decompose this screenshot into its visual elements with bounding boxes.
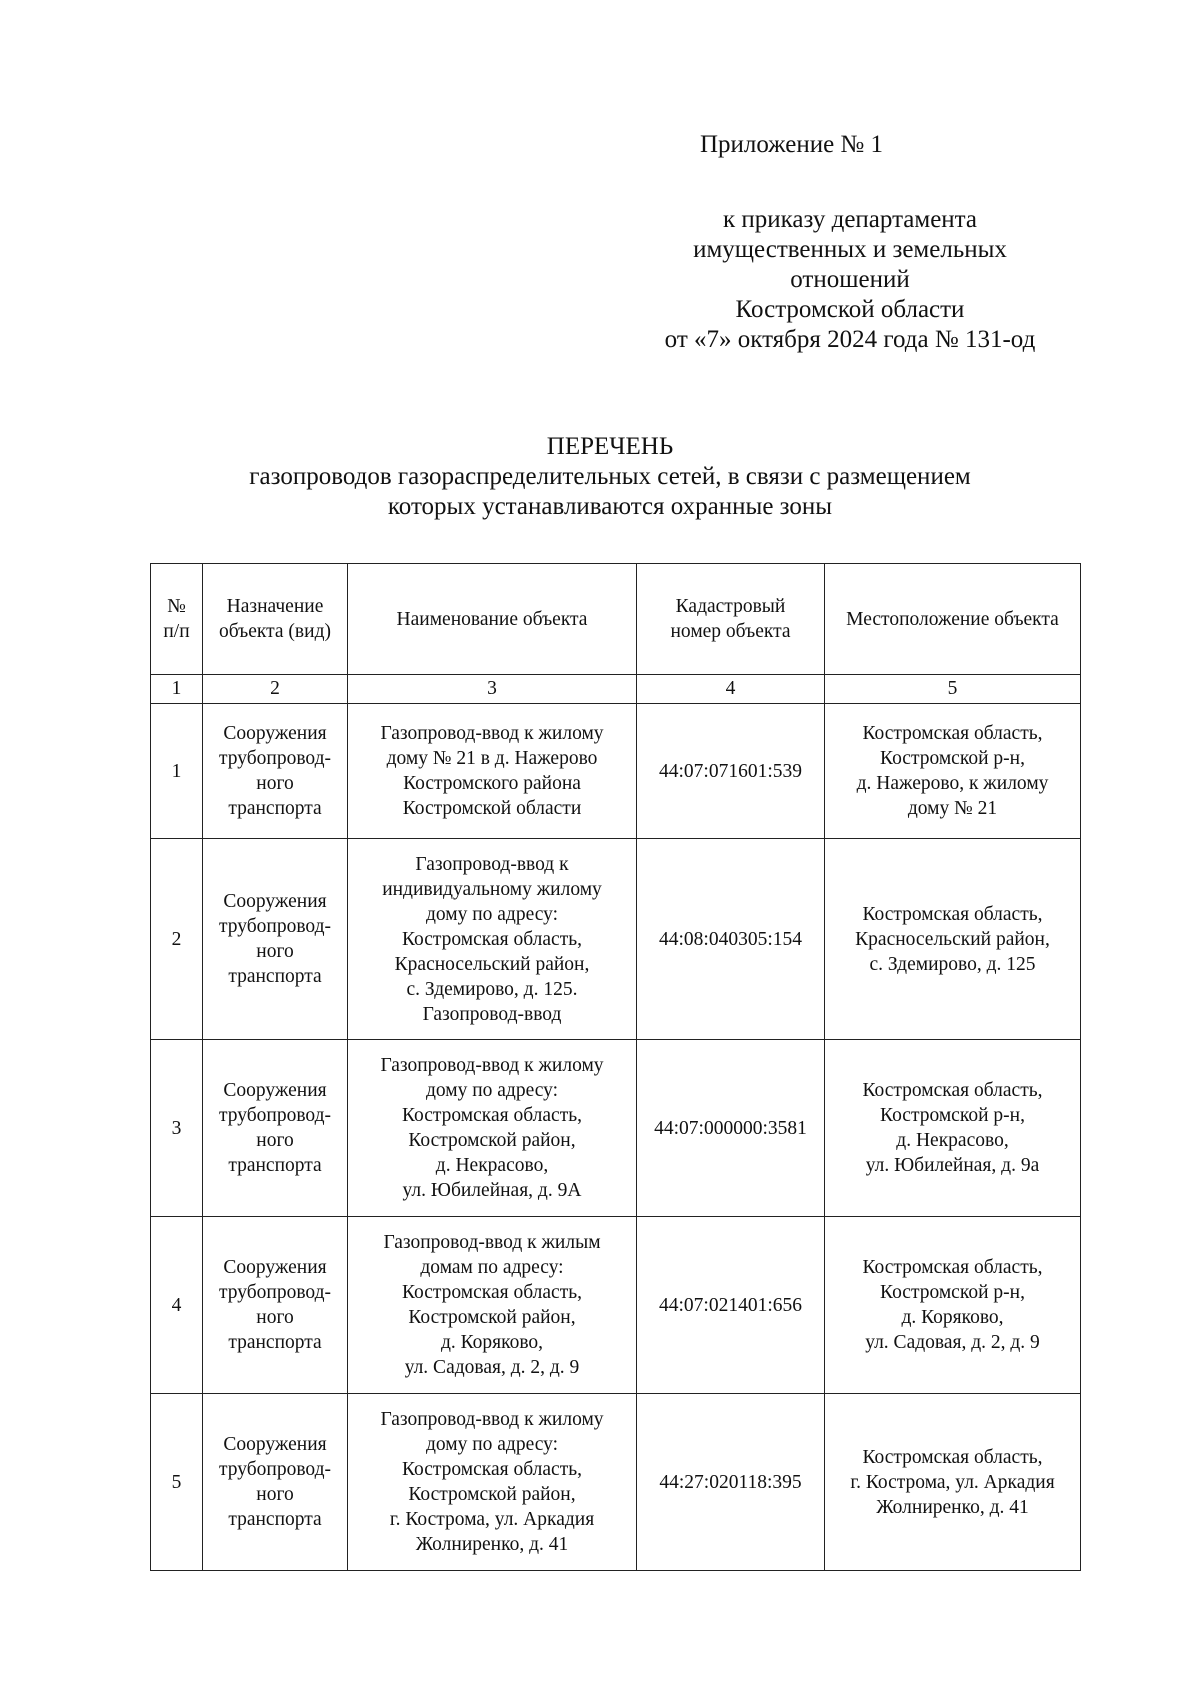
object-name-cell-line: Газопровод-ввод к жилым — [383, 1232, 601, 1253]
location-cell-line: Костромской р-н, — [880, 1105, 1025, 1126]
purpose-cell-line: ного — [256, 941, 294, 962]
object-name-cell-line: Костромской район, — [408, 1307, 576, 1328]
purpose-cell — [203, 1040, 348, 1217]
object-name-cell — [348, 839, 637, 1040]
purpose-cell — [203, 1394, 348, 1571]
appendix-line: Костромской области — [735, 296, 965, 323]
object-name-cell-line: дому по адресу: — [425, 1080, 559, 1101]
purpose-cell-line: транспорта — [228, 798, 322, 819]
object-name-cell-line: дому по адресу: — [425, 1434, 559, 1455]
table-row — [151, 1217, 1081, 1394]
header-name: Наименование объекта — [348, 564, 637, 675]
object-name-cell-line: Костромской район, — [408, 1484, 576, 1505]
object-name-cell — [348, 1217, 637, 1394]
cadastral-number-cell: 44:08:040305:154 — [637, 839, 825, 1040]
purpose-cell-line: Сооружения — [223, 1080, 327, 1101]
object-name-cell-line: Костромской район, — [408, 1130, 576, 1151]
purpose-cell — [203, 704, 348, 839]
header-number: № п/п — [151, 564, 203, 675]
location-cell-line: д. Коряково, — [901, 1307, 1004, 1328]
location-cell — [825, 839, 1081, 1040]
table-row — [151, 1040, 1081, 1217]
purpose-cell-line: Сооружения — [223, 1257, 327, 1278]
location-cell-line: Костромской р-н, — [880, 1282, 1025, 1303]
row-number-cell: 5 — [151, 1394, 203, 1571]
location-cell-line: д. Некрасово, — [896, 1130, 1009, 1151]
column-number: 1 — [151, 675, 203, 704]
purpose-cell-line: ного — [256, 773, 294, 794]
purpose-cell-line: трубопровод- — [218, 1282, 332, 1303]
object-name-cell-line: Костромская область, — [401, 1105, 582, 1126]
purpose-cell-line: трубопровод- — [218, 916, 332, 937]
purpose-cell-line: транспорта — [228, 1155, 322, 1176]
location-cell — [825, 1217, 1081, 1394]
heading-title: ПЕРЕЧЕНЬ — [546, 433, 674, 460]
heading-subtitle-line: газопроводов газораспределительных сетей, в связи с размещением — [249, 463, 971, 490]
heading-subtitle-line: которых устанавливаются охранные зоны — [387, 493, 833, 520]
row-number-cell: 4 — [151, 1217, 203, 1394]
object-name-cell-line: Газопровод-ввод к — [415, 853, 569, 875]
table-row — [151, 704, 1081, 839]
appendix-line: к приказу департамента — [722, 206, 978, 233]
table-row — [151, 1394, 1081, 1571]
gas-pipelines-table — [150, 563, 1081, 1571]
object-name-cell-line: Красносельский район, — [394, 953, 590, 975]
object-name-cell-line: Газопровод-ввод к жилому — [380, 1055, 604, 1076]
table-row — [151, 839, 1081, 1040]
column-number: 3 — [348, 675, 637, 704]
object-name-cell-line: Костромская область, — [401, 928, 582, 950]
location-cell — [825, 1394, 1081, 1571]
appendix-line: от «7» октября 2024 года № 131-од — [664, 326, 1036, 353]
cadastral-number-cell: 44:07:021401:656 — [637, 1217, 825, 1394]
location-cell-line: д. Нажерово, к жилому — [856, 773, 1049, 794]
object-name-cell-line: д. Коряково, — [440, 1332, 544, 1353]
object-name-cell-line: г. Кострома, ул. Аркадия — [389, 1509, 595, 1530]
appendix-line: отношений — [790, 266, 910, 293]
purpose-cell — [203, 1217, 348, 1394]
table-body — [151, 704, 1081, 1571]
object-name-cell-line: индивидуальному жилому — [382, 878, 602, 900]
object-name-cell — [348, 1040, 637, 1217]
location-cell-line: Жолниренко, д. 41 — [876, 1496, 1029, 1518]
appendix-line: имущественных и земельных — [693, 236, 1007, 263]
purpose-cell-line: трубопровод- — [218, 1459, 332, 1480]
column-number: 5 — [825, 675, 1081, 704]
cadastral-number-cell: 44:07:000000:3581 — [637, 1040, 825, 1217]
location-cell-line: ул. Садовая, д. 2, д. 9 — [865, 1332, 1040, 1353]
object-name-cell-line: дому по адресу: — [425, 903, 559, 925]
purpose-cell-line: Сооружения — [223, 1434, 327, 1455]
table-header-row — [151, 564, 1081, 675]
location-cell-line: г. Кострома, ул. Аркадия — [850, 1471, 1055, 1493]
appendix-reference — [620, 205, 1080, 355]
object-name-cell-line: Костромского района — [403, 773, 581, 794]
location-cell — [825, 1040, 1081, 1217]
header-location: Местоположение объекта — [825, 564, 1081, 675]
location-cell-line: ул. Юбилейная, д. 9а — [865, 1155, 1040, 1176]
object-name-cell — [348, 704, 637, 839]
purpose-cell-line: транспорта — [228, 1509, 322, 1530]
object-name-cell-line: ул. Садовая, д. 2, д. 9 — [404, 1357, 580, 1378]
location-cell-line: Костромская область, — [862, 1257, 1043, 1278]
header-purpose: Назначение объекта (вид) — [203, 564, 348, 675]
column-number-row — [151, 675, 1081, 704]
purpose-cell-line: ного — [256, 1307, 294, 1328]
column-number: 2 — [203, 675, 348, 704]
object-name-cell-line: дому № 21 в д. Нажерово — [386, 748, 598, 769]
purpose-cell-line: Сооружения — [223, 891, 327, 912]
location-cell-line: дому № 21 — [907, 798, 998, 819]
cadastral-number-cell: 44:07:071601:539 — [637, 704, 825, 839]
object-name-cell-line: Газопровод-ввод к жилому — [380, 1409, 604, 1430]
object-name-cell-line: с. Здемирово, д. 125. — [406, 978, 578, 1000]
location-cell-line: Костромская область, — [862, 723, 1043, 744]
appendix-title: Приложение № 1 — [700, 131, 884, 158]
purpose-cell-line: транспорта — [228, 966, 322, 987]
row-number-cell: 1 — [151, 704, 203, 839]
object-name-cell-line: д. Некрасово, — [435, 1155, 549, 1176]
cadastral-number-cell: 44:27:020118:395 — [637, 1394, 825, 1571]
purpose-cell-line: ного — [256, 1484, 294, 1505]
purpose-cell-line: ного — [256, 1130, 294, 1151]
location-cell — [825, 704, 1081, 839]
purpose-cell-line: трубопровод- — [218, 748, 332, 769]
purpose-cell-line: Сооружения — [223, 723, 327, 744]
header-cadastral: Кадастровый номер объекта — [637, 564, 825, 675]
location-cell-line: с. Здемирово, д. 125 — [869, 953, 1036, 975]
location-cell-line: Костромская область, — [862, 1080, 1043, 1101]
object-name-cell-line: домам по адресу: — [420, 1257, 564, 1278]
object-name-cell-line: Костромской области — [402, 798, 582, 819]
location-cell-line: Костромская область, — [862, 903, 1043, 925]
object-name-cell — [348, 1394, 637, 1571]
location-cell-line: Костромской р-н, — [880, 748, 1025, 769]
location-cell-line: Красносельский район, — [855, 928, 1050, 950]
object-name-cell-line: Газопровод-ввод к жилому — [380, 723, 604, 744]
object-name-cell-line: Костромская область, — [401, 1459, 582, 1480]
purpose-cell-line: трубопровод- — [218, 1105, 332, 1126]
object-name-cell-line: Жолниренко, д. 41 — [415, 1534, 569, 1555]
location-cell-line: Костромская область, — [862, 1446, 1043, 1468]
purpose-cell — [203, 839, 348, 1040]
row-number-cell: 2 — [151, 839, 203, 1040]
object-name-cell-line: ул. Юбилейная, д. 9А — [402, 1180, 582, 1201]
document-heading — [150, 432, 1070, 522]
purpose-cell-line: транспорта — [228, 1332, 322, 1353]
column-number: 4 — [637, 675, 825, 704]
object-name-cell-line: Костромская область, — [401, 1282, 582, 1303]
object-name-cell-line: Газопровод-ввод — [422, 1003, 562, 1025]
row-number-cell: 3 — [151, 1040, 203, 1217]
